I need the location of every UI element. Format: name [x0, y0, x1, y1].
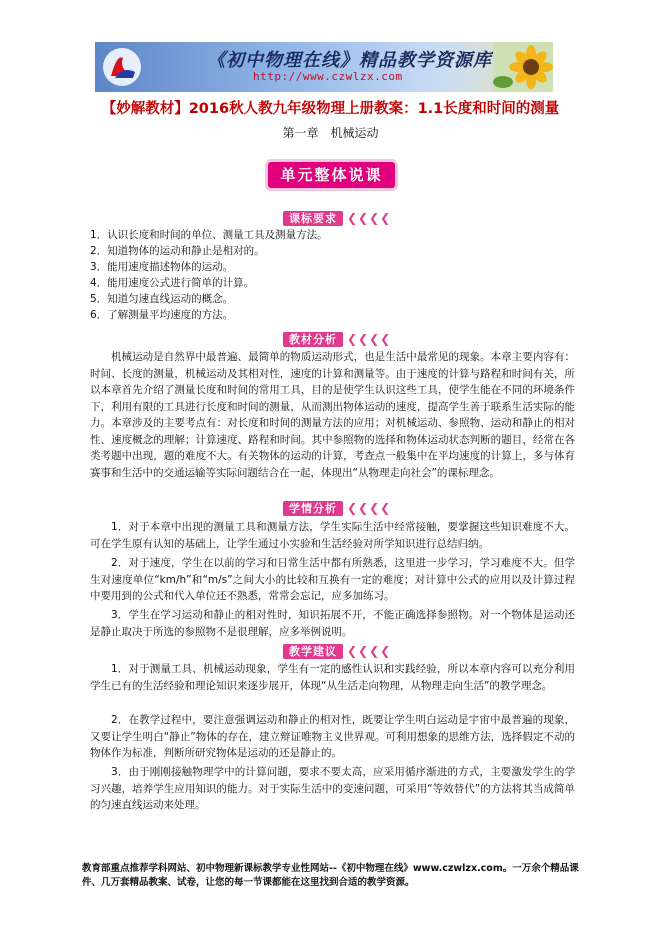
chapter-heading: 第一章 机械运动 — [282, 126, 379, 140]
section-label: 课标要求 — [283, 211, 343, 226]
page-footer: 教育部重点推荐学科网站、初中物理新课标教学专业性网站--《初中物理在线》www.czwlzx.com。一万余个精品课件、几万套精品教案、试卷，让您的每一节课都能在这里找到合适的教学资源。 — [82, 863, 579, 888]
list-item: 3．能用速度描述物体的运动。 — [90, 261, 234, 273]
sunflower-icon — [493, 42, 553, 92]
textbook-paragraph: 机械运动是自然界中最普遍、最简单的物质运动形式，也是生活中最常见的现象。本章主要内容有：时间、长度的测量，机械运动及其相对性，速度的计算和测量等。由于速度的计算与路程和时间有关，所以本章首先介绍了测量长度和时间的常用工具，目的是使学生认识这些工具，使学生能在不同的环境条件下，利用有限的工具进行长度和时间的测量，从而测出物体运动的速度，提高学生善于联系生活实际的能力。本章涉及的主要考点有：对长度和时间的测量方法的应用；对机械运动、参照物、运动和静止的相对性、速度概念的理解；计算速度、路程和时间。其中参照物的选择和物体运动状态判断的题目，经常在各类考题中出现，题的难度不大。有关物体的运动的计算，考查点一般集中在平均速度的计算上，多与体育赛事和生活中的交通运输等实际问题结合在一起，体现出“从物理走向社会”的课标理念。 — [90, 351, 575, 479]
section-label: 教材分析 — [283, 332, 343, 347]
advice-paragraph-2: 2．在教学过程中，要注意强调运动和静止的相对性，既要让学生明白运动是宇宙中最普遍的现象，又要让学生明白“静止”物体的存在，建立辩证唯物主义世界观。可利用想象的思维方法，选择假定不动的物体作为标准，判断所研究物体是运动的还是静止的。 — [90, 714, 575, 759]
site-logo-icon — [101, 46, 143, 88]
advice-paragraph-1: 1．对于测量工具、机械运动现象，学生有一定的感性认识和实践经验，所以本章内容可以充分利用学生已有的生活经验和理论知识来逐步展开，体现“从生活走向物理，从物理走向生活”的教学理念。 — [90, 663, 575, 692]
list-item: 1．认识长度和时间的单位、测量工具及测量方法。 — [90, 229, 328, 241]
section-header-students — [283, 500, 391, 516]
students-paragraph-2: 2．对于速度，学生在以前的学习和日常生活中都有所熟悉，这里进一步学习，学习难度不大。但学生对速度单位“km/h”和“m/s”之间大小的比较和互换有一定的难度；对计算中公式的应用以及计算过程中要用到的公式和代入单位还不熟悉，常常会忘记，应多加练习。 — [90, 557, 575, 602]
section-header-standards — [283, 210, 391, 226]
list-item: 6．了解测量平均速度的方法。 — [90, 309, 234, 321]
unit-overview-badge: 单元整体说课 — [268, 162, 395, 188]
students-paragraph-3: 3．学生在学习运动和静止的相对性时，知识拓展不开，不能正确选择参照物。对一个物体是运动还是静止取决于所选的参照物不是很理解，应多举例说明。 — [90, 609, 575, 638]
document-title: 【妙解教材】2016秋人教九年级物理上册教案：1.1长度和时间的测量 — [101, 101, 560, 117]
students-paragraph-1: 1．对于本章中出现的测量工具和测量方法，学生实际生活中经常接触，要掌握这些知识难度不大。可在学生原有认知的基础上，让学生通过小实验和生活经验对所学知识进行总结归纳。 — [90, 521, 575, 550]
chevron-left-icon: ❮❮❮❮ — [347, 211, 392, 225]
advice-paragraph-3: 3．由于刚刚接触物理学中的计算问题，要求不要太高，应采用循序渐进的方式，主要激发学生的学习兴趣，培养学生应用知识的能力。对于实际生活中的变速问题，可采用“等效替代”的方法将其当成简单的匀速直线运动来处理。 — [90, 766, 575, 811]
standards-list — [90, 227, 328, 323]
section-label: 教学建议 — [283, 644, 343, 659]
banner-title: 《初中物理在线》精品教学资源库 — [207, 50, 492, 71]
list-item: 2．知道物体的运动和静止是相对的。 — [90, 245, 265, 257]
chevron-left-icon: ❮❮❮❮ — [347, 501, 392, 515]
section-label: 学情分析 — [283, 501, 343, 516]
section-header-advice — [283, 643, 391, 659]
list-item: 5．知道匀速直线运动的概念。 — [90, 293, 234, 305]
chevron-left-icon: ❮❮❮❮ — [347, 332, 392, 346]
list-item: 4．能用速度公式进行简单的计算。 — [90, 277, 255, 289]
header-banner — [95, 42, 553, 92]
banner-url[interactable]: http://www.czwlzx.com — [253, 70, 403, 83]
section-header-textbook — [283, 331, 391, 347]
chevron-left-icon: ❮❮❮❮ — [347, 644, 392, 658]
